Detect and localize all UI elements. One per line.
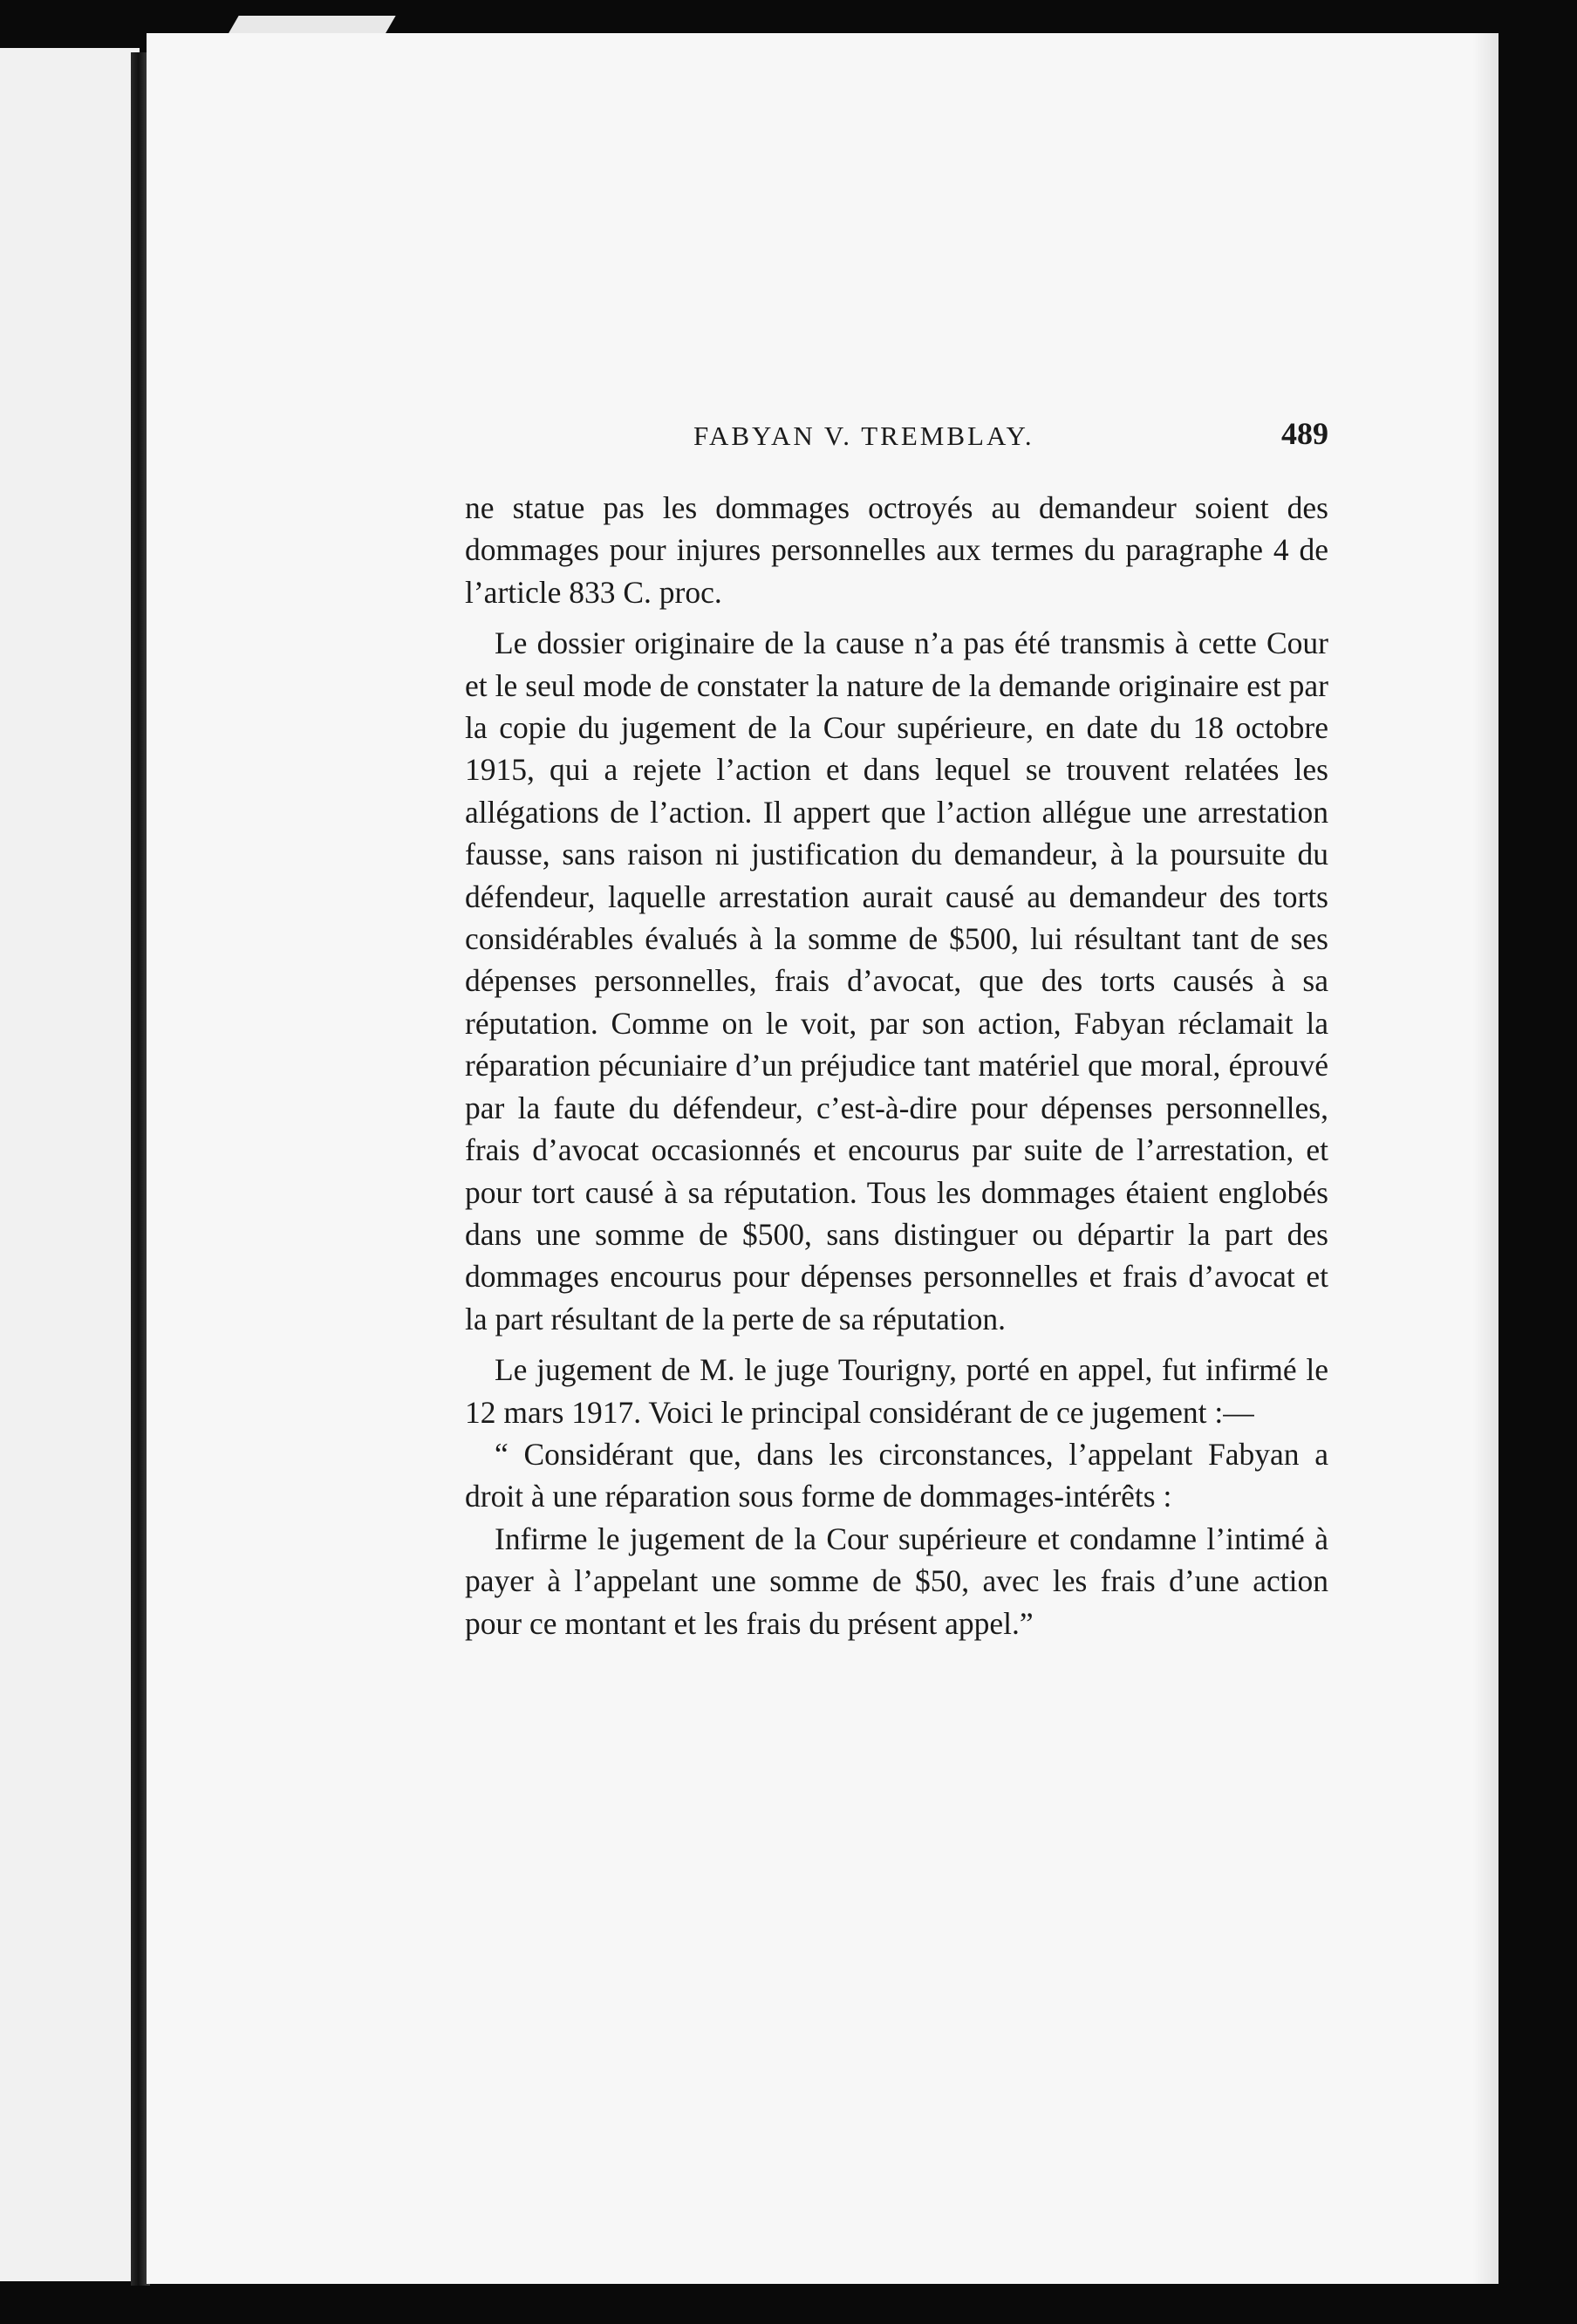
quoted-paragraph: Infirme le jugement de la Cour supérieure et condamne l’intimé à payer à l’appelant une somme de $50, avec les frais d’une action pour ce montant et les frais du présent appel.”: [465, 1521, 1328, 1641]
page-number: 489: [1281, 416, 1328, 451]
paragraph: ne statue pas les dommages octroyés au demandeur soient des dommages pour injures personnelles aux termes du paragraphe 4 de l’article 833 C. proc.: [465, 490, 1328, 610]
page-body: [465, 487, 1328, 1644]
running-title: FABYAN V. TREMBLAY.: [693, 420, 1034, 451]
paragraph: Le dossier originaire de la cause n’a pas été transmis à cette Cour et le seul mode de constater la nature de la demande originaire est par la copie du jugement de la Cour supérieure, en date du 18 octobre 1915, qui a rejete l’action et dans lequel se trouvent relatées les allégations de l’action. Il appert que l’action allégue une arrestation fausse, sans raison ni justification du demandeur, à la poursuite du défendeur, laquelle arrestation aurait causé au demandeur des torts considérables évalués à la somme de $500, lui résultant tant de ses dépenses personnelles, frais d’avocat, que des torts causés à sa réputation. Comme on le voit, par son action, Fabyan réclamait la réparation pécuniaire d’un préjudice tant matériel que moral, éprouvé par la faute du défendeur, c’est-à-dire pour dépenses personnelles, frais d’avocat occasionnés et encourus par suite de l’arrestation, et pour tort causé à sa réputation. Tous les dommages étaient englobés dans une somme de $500, sans distinguer ou départir la part des dommages encourus pour dépenses personnelles et frais d’avocat et la part résultant de la perte de sa réputation.: [465, 625, 1328, 1336]
page-edge-shadow: [1472, 33, 1498, 2284]
paragraph: Le jugement de M. le juge Tourigny, porté en appel, fut infirmé le 12 mars 1917. Voici le principal considérant de ce jugement :—: [465, 1352, 1328, 1430]
running-head: [465, 415, 1328, 459]
facing-page-edge: [0, 48, 140, 2281]
quoted-paragraph: “ Considérant que, dans les circonstances, l’appelant Fabyan a droit à une réparation sous forme de dommages-intérêts :: [465, 1436, 1328, 1514]
book-page: [147, 33, 1498, 2284]
